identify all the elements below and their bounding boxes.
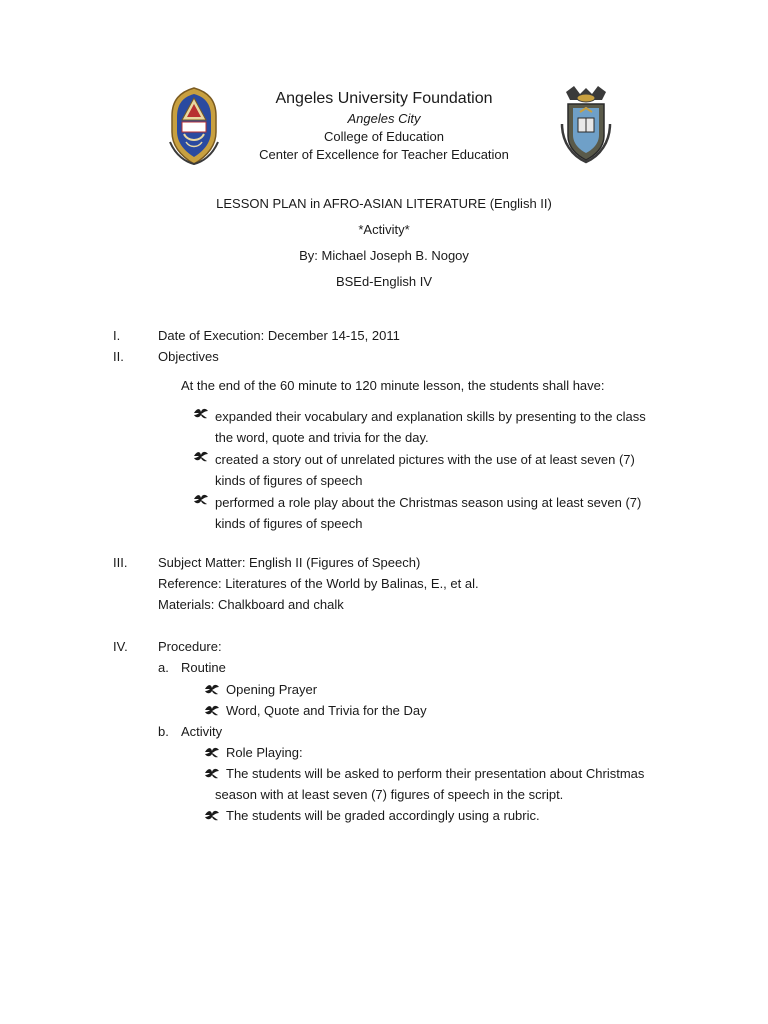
activity-label: Activity (181, 724, 223, 739)
fleuron-bullet-icon (204, 682, 220, 696)
objective-line: performed a role play about the Christmas season using at least seven (7) (215, 495, 642, 510)
objective-line: kinds of figures of speech (215, 516, 363, 531)
fleuron-bullet-icon (204, 703, 220, 717)
section-numeral: III. (113, 555, 128, 570)
section-numeral: I. (113, 328, 121, 343)
fleuron-bullet-icon (193, 406, 209, 420)
lesson-plan-title: LESSON PLAN in AFRO-ASIAN LITERATURE (English II) (216, 196, 552, 211)
fleuron-bullet-icon (204, 745, 220, 759)
university-city: Angeles City (347, 111, 421, 126)
fleuron-bullet-icon (193, 492, 209, 506)
subject-matter: Subject Matter: English II (Figures of Speech) (158, 555, 421, 570)
routine-label: Routine (181, 660, 226, 675)
college-name: College of Education (324, 129, 444, 144)
center-name: Center of Excellence for Teacher Education (259, 147, 509, 162)
date-of-execution: Date of Execution: December 14-15, 2011 (158, 328, 400, 343)
objective-line: expanded their vocabulary and explanation skills by presenting to the class (215, 409, 646, 424)
activity-item-text: The students will be graded accordingly using a rubric. (226, 808, 540, 823)
activity-item-text: Role Playing: (226, 745, 303, 760)
procedure-letter: b. (158, 724, 169, 739)
materials-line: Materials: Chalkboard and chalk (158, 597, 344, 612)
objective-line: the word, quote and trivia for the day. (215, 430, 429, 445)
section-numeral: IV. (113, 639, 128, 654)
lesson-plan-subtitle: *Activity* (358, 222, 410, 237)
objective-line: kinds of figures of speech (215, 473, 363, 488)
procedure-heading: Procedure: (158, 639, 222, 654)
university-name: Angeles University Foundation (275, 90, 493, 107)
section-numeral: II. (113, 349, 124, 364)
reference-line: Reference: Literatures of the World by Balinas, E., et al. (158, 576, 479, 591)
objectives-intro: At the end of the 60 minute to 120 minute lesson, the students shall have: (181, 378, 605, 393)
objective-line: created a story out of unrelated pictures with the use of at least seven (7) (215, 452, 635, 467)
objectives-heading: Objectives (158, 349, 219, 364)
activity-item-text: season with at least seven (7) figures of speech in the script. (215, 787, 564, 802)
author-line: By: Michael Joseph B. Nogoy (299, 248, 469, 263)
activity-item-text: The students will be asked to perform their presentation about Christmas (226, 766, 645, 781)
procedure-letter: a. (158, 660, 169, 675)
fleuron-bullet-icon (193, 449, 209, 463)
routine-item-text: Opening Prayer (226, 682, 318, 697)
fleuron-bullet-icon (204, 808, 220, 822)
fleuron-bullet-icon (204, 766, 220, 780)
routine-item-text: Word, Quote and Trivia for the Day (226, 703, 427, 718)
program-line: BSEd-English IV (335, 274, 433, 289)
